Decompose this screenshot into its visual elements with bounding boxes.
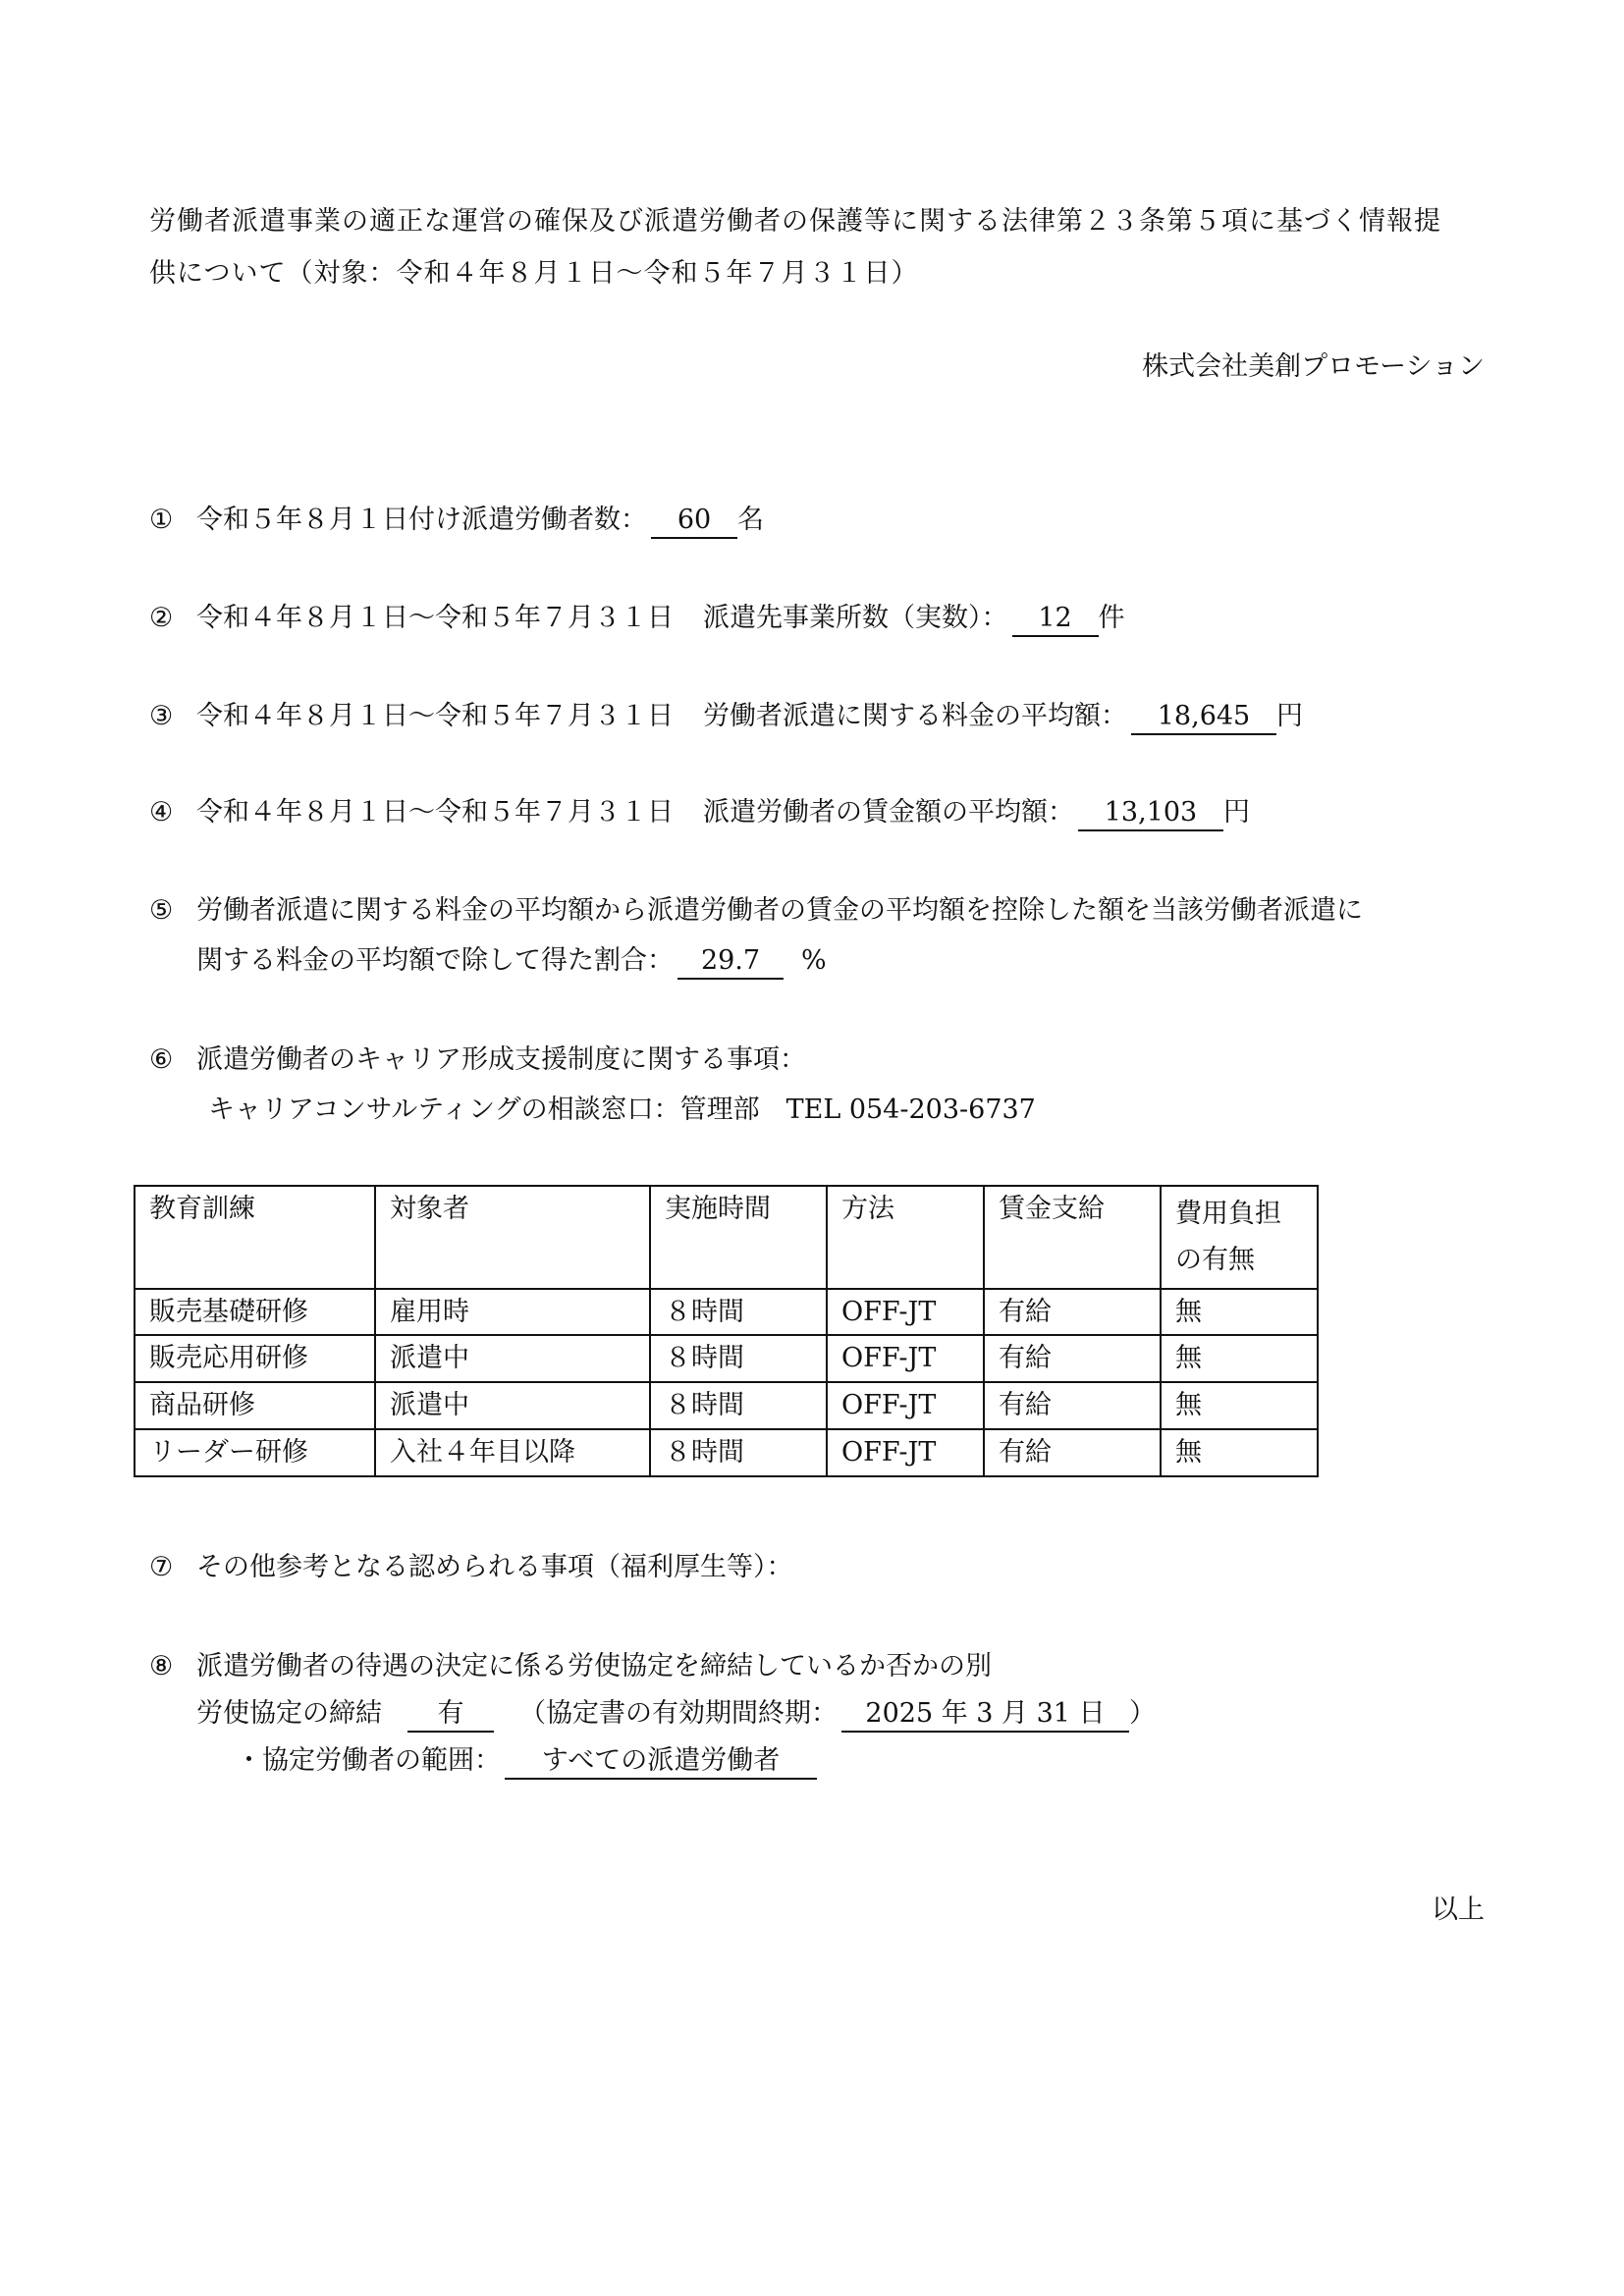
table-cell: 雇用時 xyxy=(375,1289,650,1336)
item-7-number: ⑦ xyxy=(149,1552,174,1582)
item-6 xyxy=(149,1039,806,1081)
scope-label: ・協定労働者の範囲： xyxy=(236,1745,501,1776)
item-5-value: 29.7 xyxy=(677,944,784,980)
item-6-label: 派遣労働者のキャリア形成支援制度に関する事項： xyxy=(196,1044,806,1075)
company-name: 株式会社美創プロモーション xyxy=(1142,351,1485,382)
table-cell: ８時間 xyxy=(650,1335,827,1382)
table-header-cell: 賃金支給 xyxy=(984,1186,1161,1289)
item-2-period: 令和４年８月１日～令和５年７月３１日 xyxy=(196,603,674,633)
table-cell: ８時間 xyxy=(650,1289,827,1336)
agreement-label: 労使協定の締結 xyxy=(196,1698,382,1729)
item-5-line-2 xyxy=(196,939,827,982)
item-1-value: 60 xyxy=(651,504,737,539)
table-cell: 無 xyxy=(1161,1289,1318,1336)
item-8 xyxy=(149,1645,992,1687)
item-8-number: ⑧ xyxy=(149,1651,174,1682)
item-1-unit: 名 xyxy=(737,505,764,535)
table-header-cell: 方法 xyxy=(827,1186,984,1289)
table-row xyxy=(135,1429,1318,1476)
table-cell: 有給 xyxy=(984,1429,1161,1476)
table-cell: OFF-JT xyxy=(827,1429,984,1476)
agreement-expiry-close: ） xyxy=(1129,1698,1156,1729)
table-header-cell: 費用負担の有無 xyxy=(1161,1186,1318,1289)
table-cell: ８時間 xyxy=(650,1382,827,1429)
document-title-line-2: 供について（対象：令和４年８月１日～令和５年７月３１日） xyxy=(149,258,919,289)
item-8-label: 派遣労働者の待遇の決定に係る労使協定を締結しているか否かの別 xyxy=(196,1651,992,1682)
item-7 xyxy=(149,1546,793,1588)
item-5-number: ⑤ xyxy=(149,895,174,926)
career-consulting-contact: キャリアコンサルティングの相談窓口：管理部 TEL 054-203-6737 xyxy=(208,1095,1036,1125)
table-cell: 無 xyxy=(1161,1335,1318,1382)
closing-text: 以上 xyxy=(1432,1895,1485,1925)
table-cell: リーダー研修 xyxy=(135,1429,375,1476)
item-2-value: 12 xyxy=(1012,602,1099,637)
item-3-period: 令和４年８月１日～令和５年７月３１日 xyxy=(196,701,674,731)
training-table xyxy=(134,1185,1319,1477)
item-4-value: 13,103 xyxy=(1078,796,1223,831)
table-header-cell: 実施時間 xyxy=(650,1186,827,1289)
item-5-unit: % xyxy=(801,945,827,976)
item-3-number: ③ xyxy=(149,701,174,731)
item-3 xyxy=(149,695,1303,737)
document-title-line-1: 労働者派遣事業の適正な運営の確保及び派遣労働者の保護等に関する法律第２３条第５項に基づく情報提 xyxy=(149,206,1441,237)
agreement-scope-line xyxy=(236,1739,817,1782)
item-3-unit: 円 xyxy=(1276,701,1303,731)
item-7-label: その他参考となる認められる事項（福利厚生等）： xyxy=(196,1552,793,1582)
table-row xyxy=(135,1289,1318,1336)
item-5-line-1 xyxy=(149,889,1363,932)
item-5-text: 労働者派遣に関する料金の平均額から派遣労働者の賃金の平均額を控除した額を当該労働者派遣に xyxy=(196,895,1363,926)
item-2-number: ② xyxy=(149,603,174,633)
table-header-row xyxy=(135,1186,1318,1289)
item-3-label: 労働者派遣に関する料金の平均額： xyxy=(703,701,1127,731)
table-cell: OFF-JT xyxy=(827,1289,984,1336)
item-2-label: 派遣先事業所数（実数）： xyxy=(703,603,1008,633)
table-header-cell: 教育訓練 xyxy=(135,1186,375,1289)
item-4-number: ④ xyxy=(149,797,174,828)
labor-agreement-line xyxy=(196,1692,1156,1735)
agreement-expiry-open: （協定書の有効期間終期： xyxy=(519,1698,838,1729)
item-2-unit: 件 xyxy=(1098,603,1125,633)
table-cell: 商品研修 xyxy=(135,1382,375,1429)
table-cell: 入社４年目以降 xyxy=(375,1429,650,1476)
item-5-label: 関する料金の平均額で除して得た割合： xyxy=(196,945,674,976)
table-cell: 派遣中 xyxy=(375,1382,650,1429)
item-2 xyxy=(149,597,1125,639)
table-cell: 有給 xyxy=(984,1335,1161,1382)
item-4-label: 派遣労働者の賃金額の平均額： xyxy=(703,797,1074,828)
table-cell: OFF-JT xyxy=(827,1335,984,1382)
item-4 xyxy=(149,791,1250,833)
item-1 xyxy=(149,499,764,541)
item-3-value: 18,645 xyxy=(1131,700,1276,735)
table-cell: 無 xyxy=(1161,1429,1318,1476)
table-cell: 販売応用研修 xyxy=(135,1335,375,1382)
agreement-expiry-value: 2025 年 3 月 31 日 xyxy=(841,1697,1129,1733)
table-cell: OFF-JT xyxy=(827,1382,984,1429)
table-cell: 派遣中 xyxy=(375,1335,650,1382)
table-row xyxy=(135,1335,1318,1382)
agreement-value: 有 xyxy=(407,1697,494,1733)
table-header-cell: 対象者 xyxy=(375,1186,650,1289)
scope-value: すべての派遣労働者 xyxy=(505,1744,817,1780)
item-1-label: 令和５年８月１日付け派遣労働者数： xyxy=(196,505,647,535)
table-row xyxy=(135,1382,1318,1429)
table-cell: 無 xyxy=(1161,1382,1318,1429)
table-cell: 有給 xyxy=(984,1382,1161,1429)
table-cell: 販売基礎研修 xyxy=(135,1289,375,1336)
item-1-number: ① xyxy=(149,505,174,535)
table-cell: 有給 xyxy=(984,1289,1161,1336)
item-6-number: ⑥ xyxy=(149,1044,174,1075)
item-4-unit: 円 xyxy=(1223,797,1250,828)
table-cell: ８時間 xyxy=(650,1429,827,1476)
item-4-period: 令和４年８月１日～令和５年７月３１日 xyxy=(196,797,674,828)
